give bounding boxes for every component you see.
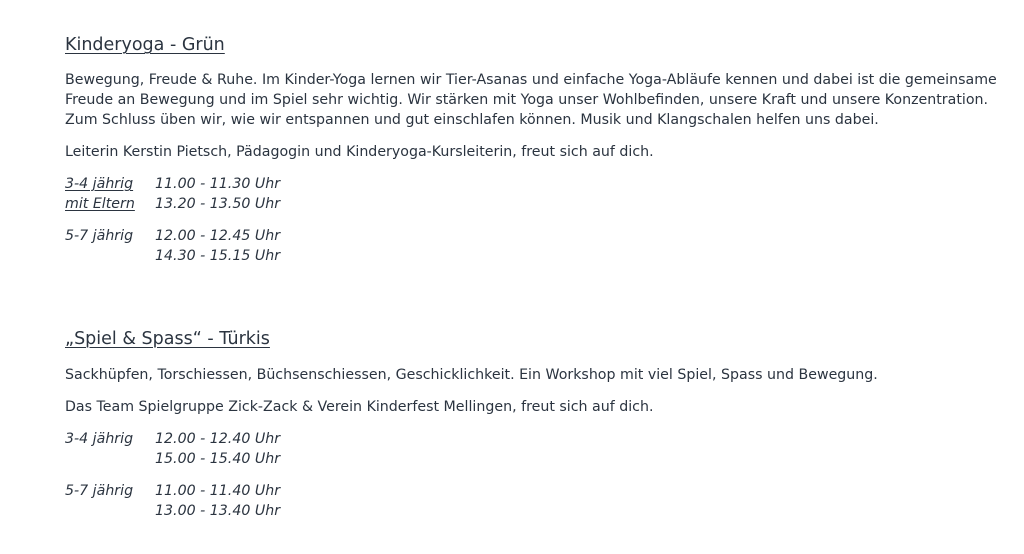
spiel-spass-leader: Das Team Spielgruppe Zick-Zack & Verein Kinderfest Mellingen, freut sich auf dich. [65, 399, 654, 415]
with-parents-link[interactable]: mit Eltern [65, 196, 135, 212]
time-slot: 14.30 - 15.15 Uhr [155, 248, 281, 264]
kinderyoga-leader: Leiterin Kerstin Pietsch, Pädagogin und Kinderyoga-Kursleiterin, freut sich auf dich. [65, 144, 654, 160]
spiel-spass-title: „Spiel & Spass“ - Türkis [65, 329, 270, 349]
kinderyoga-title: Kinderyoga - Grün [65, 35, 225, 55]
time-slot: 13.00 - 13.40 Uhr [155, 503, 281, 519]
kinderyoga-description-line-1: Bewegung, Freude & Ruhe. Im Kinder-Yoga lernen wir Tier-Asanas und einfache Yoga-Abläufe kennen und dabei ist die gemeinsame [65, 72, 997, 88]
age-group-link[interactable]: 3-4 jährig [65, 176, 134, 192]
time-slot: 12.00 - 12.45 Uhr [155, 228, 281, 244]
age-group-label: 5-7 jährig [65, 483, 134, 499]
time-slot: 13.20 - 13.50 Uhr [155, 196, 281, 212]
spiel-spass-description-line-1: Sackhüpfen, Torschiessen, Büchsenschiessen, Geschicklichkeit. Ein Workshop mit viel Spiel, Spass und Bewegung. [65, 367, 878, 383]
age-group-label: 3-4 jährig [65, 431, 134, 447]
kinderyoga-description-line-2: Freude an Bewegung und im Spiel sehr wichtig. Wir stärken mit Yoga unser Wohlbefinden, unsere Kraft und unsere Konzentration. [65, 92, 989, 108]
time-slot: 11.00 - 11.30 Uhr [155, 176, 281, 192]
time-slot: 11.00 - 11.40 Uhr [155, 483, 281, 499]
time-slot: 12.00 - 12.40 Uhr [155, 431, 281, 447]
age-group-label: 5-7 jährig [65, 228, 134, 244]
time-slot: 15.00 - 15.40 Uhr [155, 451, 281, 467]
kinderyoga-description-line-3: Zum Schluss üben wir, wie wir entspannen und gut einschlafen können. Musik und Klangschalen helfen uns dabei. [65, 112, 879, 128]
